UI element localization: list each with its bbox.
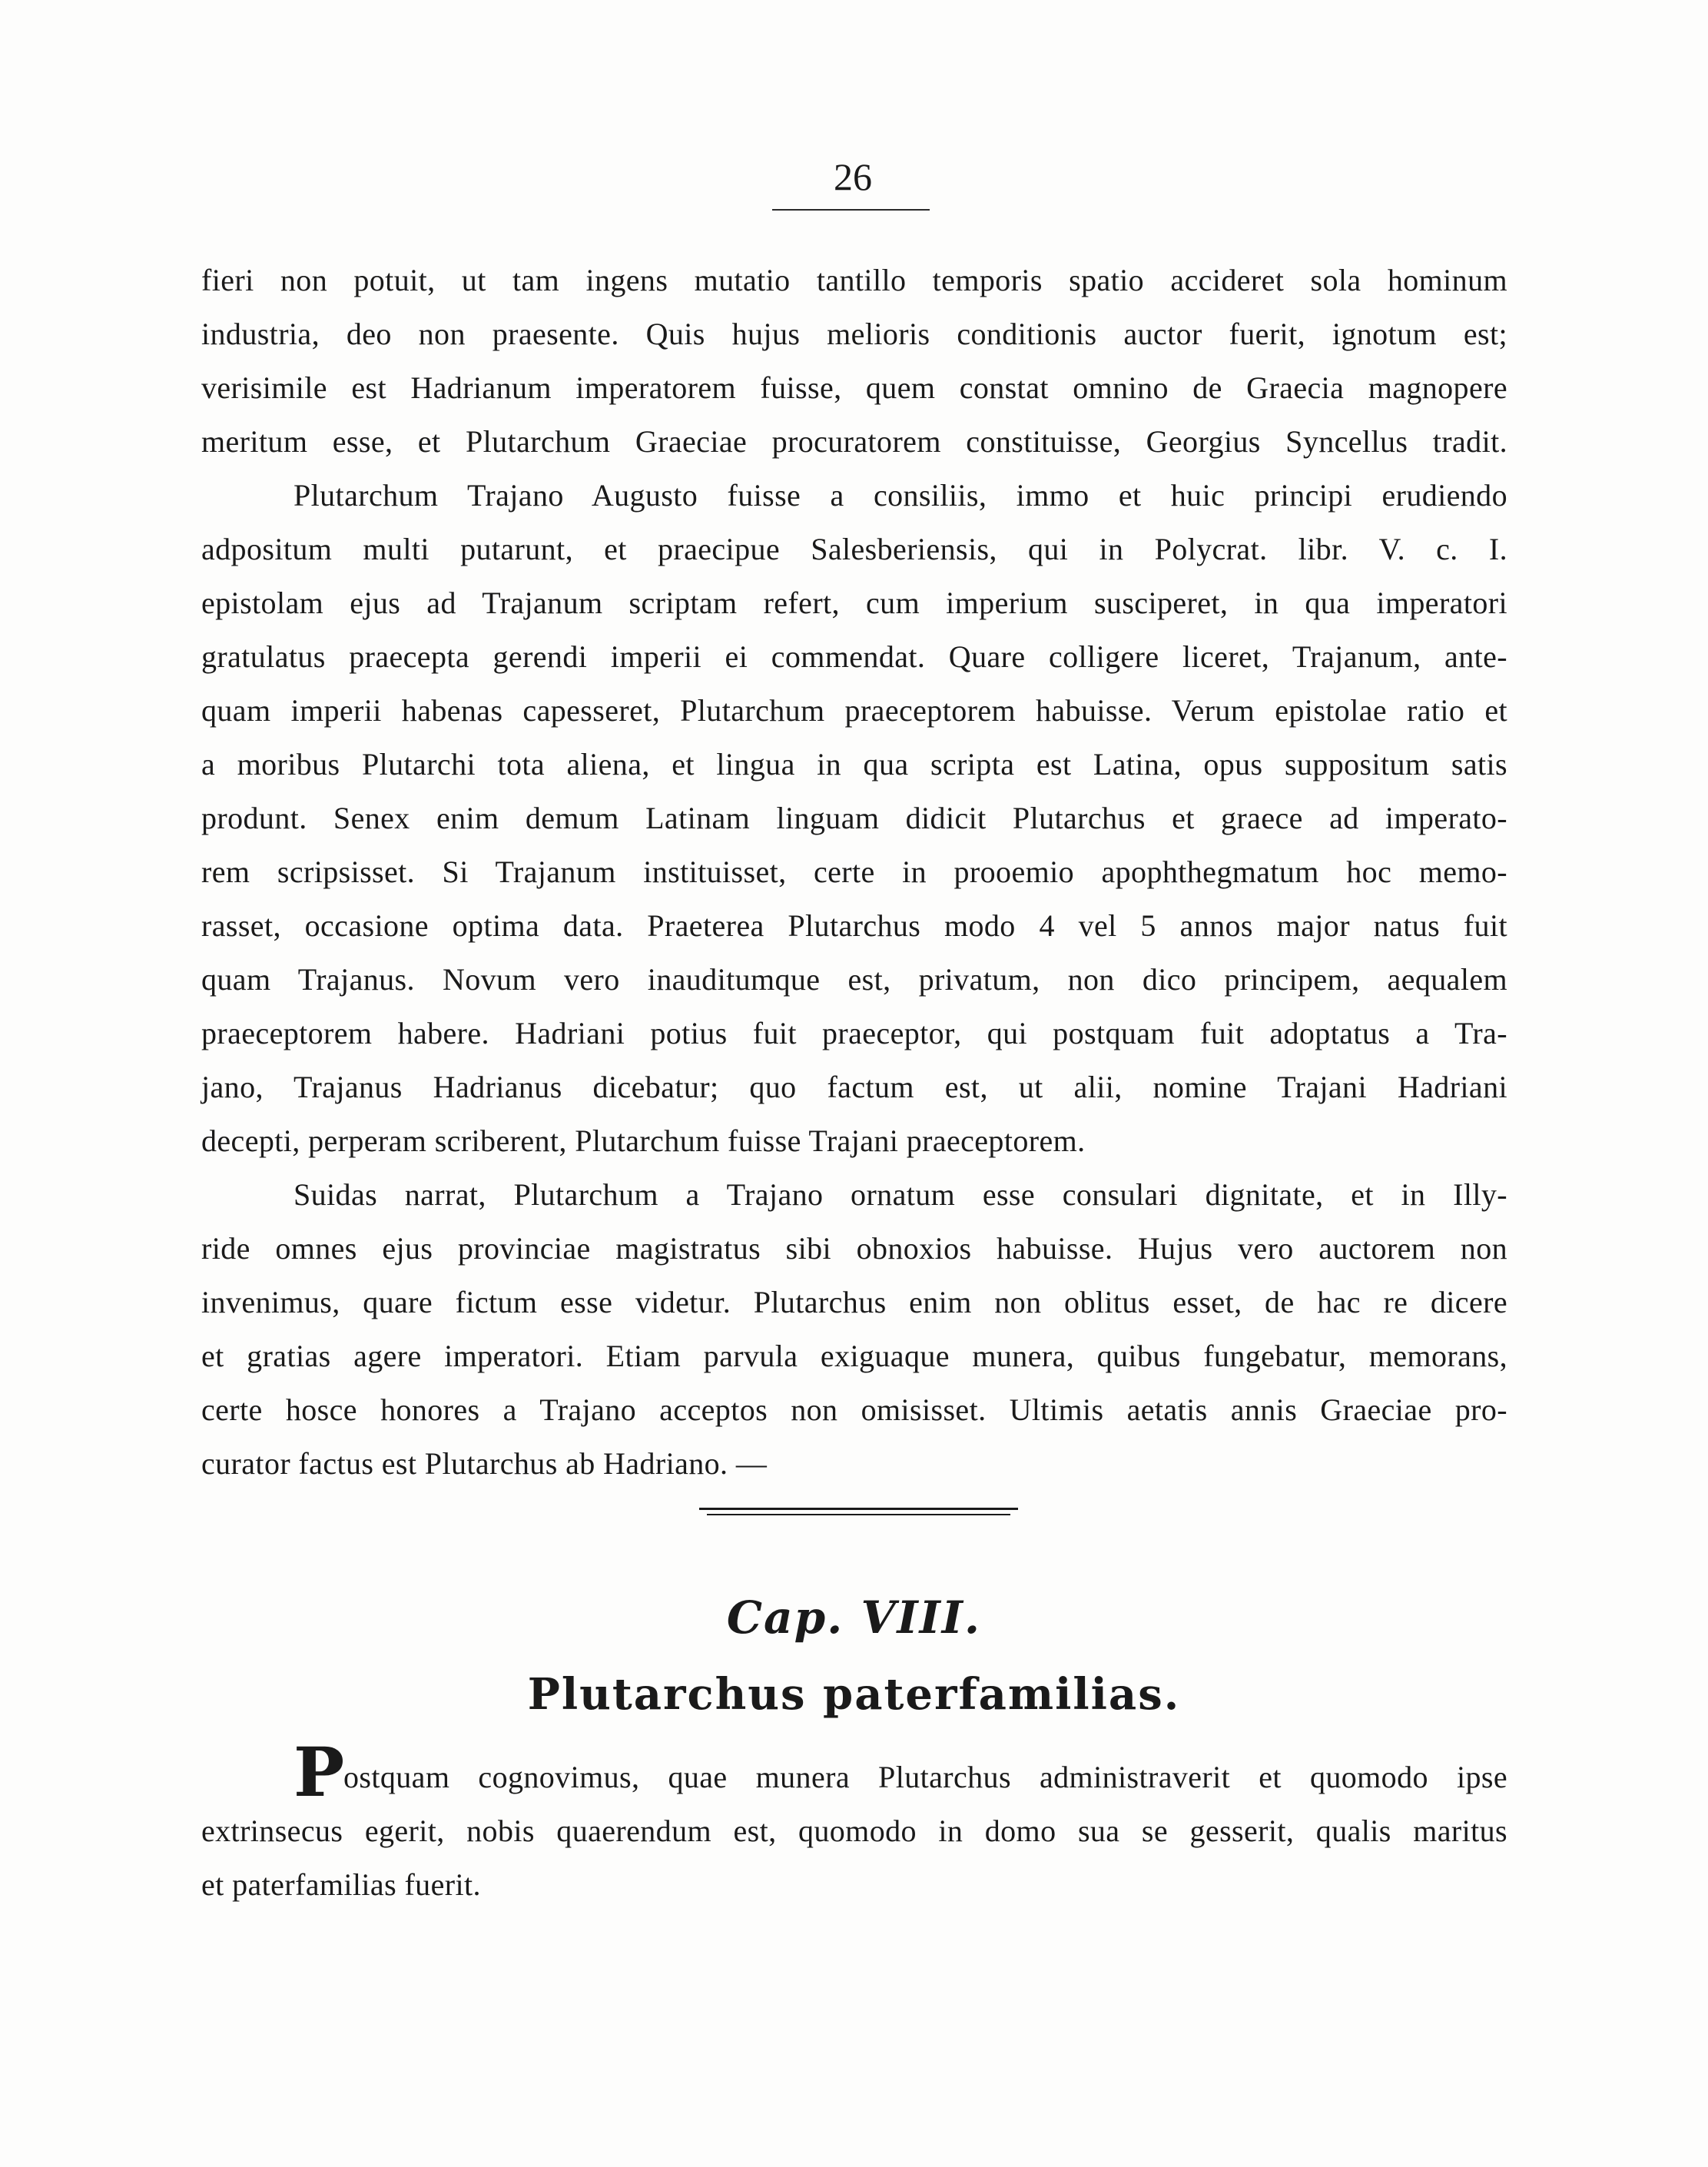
text-line: fieri non potuit, ut tam ingens mutatio tantillo temporis spatio accideret sola hominum	[201, 263, 1507, 297]
text-line: Plutarchum Trajano Augusto fuisse a consiliis, immo et huic principi erudiendo	[294, 478, 1507, 513]
text-line: adpositum multi putarunt, et praecipue Salesberiensis, qui in Polycrat. libr. V. c. I.	[201, 532, 1507, 566]
separator-rule-thick	[699, 1508, 1018, 1510]
text-line: rem scripsisset. Si Trajanum instituisset, certe in prooemio apophthegmatum hoc memo-	[201, 855, 1507, 889]
text-line: praeceptorem habere. Hadriani potius fuit praeceptor, qui postquam fuit adoptatus a Tra-	[201, 1016, 1507, 1050]
text-line: rasset, occasione optima data. Praeterea Plutarchus modo 4 vel 5 annos major natus fuit	[201, 908, 1507, 943]
text-line: quam Trajanus. Novum vero inauditumque est, privatum, non dico principem, aequalem	[201, 962, 1507, 997]
text-line: a moribus Plutarchi tota aliena, et lingua in qua scripta est Latina, opus suppositum satis	[201, 747, 1507, 782]
chapter-text-block	[201, 1751, 1507, 1912]
text-line: ostquam cognovimus, quae munera Plutarchus administraverit et quomodo ipse	[343, 1760, 1507, 1794]
page-number: 26	[834, 155, 872, 198]
separator-rule-thin	[707, 1514, 1010, 1515]
drop-cap: P	[294, 1732, 345, 1812]
text-line: et paterfamilias fuerit.	[201, 1867, 481, 1902]
text-line: gratulatus praecepta gerendi imperii ei commendat. Quare colligere liceret, Trajanum, ante-	[201, 639, 1507, 674]
text-line: extrinsecus egerit, nobis quaerendum est, quomodo in domo sua se gesserit, qualis maritus	[201, 1814, 1507, 1848]
section-separator	[699, 1508, 1018, 1515]
text-line: invenimus, quare fictum esse videtur. Plutarchus enim non oblitus esset, de hac re dicere	[201, 1285, 1507, 1319]
text-line: verisimile est Hadrianum imperatorem fuisse, quem constat omnino de Graecia magnopere	[201, 370, 1507, 405]
text-line: quam imperii habenas capesseret, Plutarchum praeceptorem habuisse. Verum epistolae ratio et	[201, 693, 1507, 728]
text-line: decepti, perperam scriberent, Plutarchum fuisse Trajani praeceptorem.	[201, 1123, 1086, 1158]
chapter-heading: Cap. VIII.	[726, 1591, 982, 1644]
main-text-block	[201, 254, 1507, 1491]
text-line: epistolam ejus ad Trajanum scriptam refert, cum imperium susciperet, in qua imperatori	[201, 586, 1507, 620]
text-line: Suidas narrat, Plutarchum a Trajano ornatum esse consulari dignitate, et in Illy-	[294, 1177, 1507, 1212]
text-line: jano, Trajanus Hadrianus dicebatur; quo factum est, ut alii, nomine Trajani Hadriani	[201, 1070, 1507, 1104]
text-line: ride omnes ejus provinciae magistratus sibi obnoxios habuisse. Hujus vero auctorem non	[201, 1231, 1507, 1266]
text-line: industria, deo non praesente. Quis hujus melioris conditionis auctor fuerit, ignotum est;	[201, 317, 1507, 351]
page-number-underline	[772, 209, 930, 211]
chapter-title: Plutarchus paterfamilias.	[527, 1669, 1181, 1720]
text-line: et gratias agere imperatori. Etiam parvula exiguaque munera, quibus fungebatur, memorans,	[201, 1339, 1507, 1373]
text-line: curator factus est Plutarchus ab Hadriano. —	[201, 1446, 768, 1481]
text-line: certe hosce honores a Trajano acceptos non omisisset. Ultimis aetatis annis Graeciae pro-	[201, 1392, 1507, 1427]
text-line: meritum esse, et Plutarchum Graeciae procuratorem constituisse, Georgius Syncellus tradit.	[201, 424, 1507, 459]
text-line: produnt. Senex enim demum Latinam linguam didicit Plutarchus et graece ad imperato-	[201, 801, 1507, 835]
